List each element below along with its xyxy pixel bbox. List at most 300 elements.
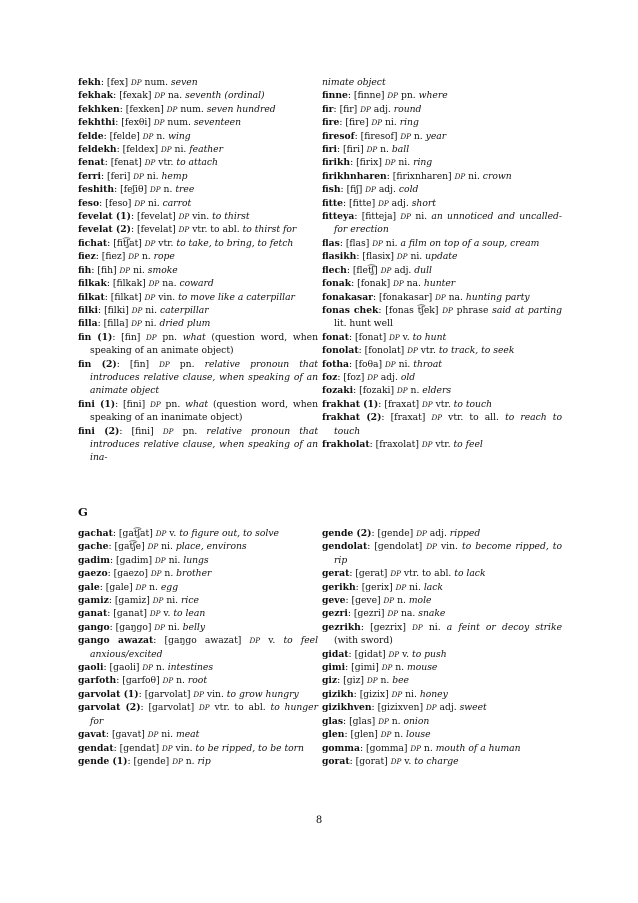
entry-part-of-speech: ni. bbox=[415, 211, 428, 223]
entry-dialect: DP bbox=[147, 542, 159, 552]
dictionary-entry: gezrikh: [gezrix] DP ni. a feint or decoy strike (with sword) bbox=[322, 621, 563, 647]
entry-pronunciation: [fozaki] bbox=[359, 385, 395, 397]
entry-dialect: DP bbox=[400, 212, 412, 222]
entry-headword: gerat bbox=[322, 568, 350, 580]
entry-pronunciation: [gat͡ʃe] bbox=[114, 541, 145, 553]
entry-headword: flas bbox=[322, 237, 340, 249]
entry-part-of-speech: adj. bbox=[380, 371, 398, 383]
entry-definition: nimate object bbox=[322, 77, 386, 88]
entry-pronunciation: [gende] bbox=[133, 755, 170, 767]
entry-definition: ring bbox=[413, 157, 433, 169]
entry-pronunciation: [fexken] bbox=[125, 103, 164, 115]
dictionary-entry: frakholat: [fraxolat] DP vtr. to feel bbox=[322, 438, 483, 450]
entry-part-of-speech: ni. bbox=[409, 581, 421, 593]
entry-definition: to thirst for bbox=[242, 224, 297, 236]
entry-dialect: DP bbox=[144, 238, 156, 248]
entry-dialect: DP bbox=[387, 91, 399, 101]
dictionary-entry: finne: [finne] DP pn. where bbox=[322, 90, 448, 102]
entry-dialect: DP bbox=[422, 399, 433, 409]
entry-pronunciation: [fin] bbox=[121, 331, 141, 343]
entry-dialect: DP bbox=[159, 359, 170, 369]
entry-dialect: DP bbox=[381, 663, 393, 673]
dictionary-entry: filki: [filki] DP ni. caterpillar bbox=[78, 304, 209, 316]
entry-pronunciation: [gaŋgo awazat] bbox=[164, 635, 242, 647]
entry-definition: louse bbox=[406, 729, 431, 741]
entry-headword: gidat bbox=[322, 648, 349, 660]
entry-pronunciation: [gavat] bbox=[111, 729, 145, 741]
entry-dialect: DP bbox=[162, 676, 174, 686]
entry-definition: carrot bbox=[162, 197, 192, 209]
entry-pronunciation: [feldex] bbox=[122, 144, 159, 156]
entry-definition: honey bbox=[419, 688, 448, 700]
dictionary-entry: gorat: [gorat] DP v. to charge bbox=[322, 755, 459, 767]
dictionary-entry: flasikh: [flasix] DP ni. update bbox=[322, 251, 458, 263]
dictionary-entry: fevelat (1): [fevelat] DP vin. to thirst bbox=[78, 211, 250, 223]
entry-dialect: DP bbox=[149, 609, 161, 619]
dictionary-entry: fozaki: [fozaki] DP n. elders bbox=[322, 385, 452, 397]
entry-definition: feather bbox=[189, 144, 224, 156]
entry-definition: year bbox=[425, 130, 447, 142]
entry-headword: gadim bbox=[78, 554, 111, 566]
entry-pronunciation: [flet͡ʃ] bbox=[352, 264, 378, 276]
dictionary-entry bbox=[322, 76, 562, 89]
entry-part-of-speech: adj. bbox=[391, 197, 409, 209]
entry-pronunciation: [gaoli] bbox=[109, 662, 140, 674]
entry-dialect: DP bbox=[400, 131, 411, 141]
entry-part-of-speech: n. bbox=[380, 675, 390, 687]
entry-dialect: DP bbox=[366, 676, 378, 686]
entry-definition: seven hundred bbox=[206, 103, 276, 115]
entry-dialect: DP bbox=[119, 265, 131, 275]
entry-part-of-speech: n. bbox=[413, 130, 423, 142]
dictionary-entry: fenat: [fenat] DP vtr. to attach bbox=[78, 157, 218, 169]
entry-dialect: DP bbox=[142, 663, 153, 673]
entry-pronunciation: [felde] bbox=[109, 130, 140, 142]
entry-headword: gango bbox=[78, 621, 110, 633]
entry-definition: update bbox=[425, 251, 458, 263]
entry-part-of-speech: n. bbox=[423, 742, 433, 754]
entry-headword: fevelat (2) bbox=[78, 224, 131, 236]
entry-part-of-speech: ni. bbox=[428, 621, 441, 633]
entry-definition: relative pronoun that introduces relative clause, when speaking of an animate object bbox=[90, 358, 318, 397]
entry-dialect: DP bbox=[396, 252, 408, 262]
entry-part-of-speech: ni. bbox=[161, 541, 173, 553]
dictionary-entry: ferri: [feri] DP ni. hemp bbox=[78, 170, 188, 182]
entry-pronunciation: [geve] bbox=[351, 595, 381, 607]
dictionary-entry: felde: [felde] DP n. wing bbox=[78, 130, 191, 142]
entry-pronunciation: [gale] bbox=[105, 581, 133, 593]
entry-headword: fin (1) bbox=[78, 331, 113, 343]
entry-definition: to be ripped, to be torn bbox=[195, 742, 304, 754]
dictionary-entry: fonolat: [fonolat] DP vtr. to track, to seek bbox=[322, 345, 515, 357]
dictionary-entry: foz: [foz] DP adj. old bbox=[322, 371, 416, 383]
entry-pronunciation: [gidat] bbox=[354, 648, 386, 660]
entry-definition: lack bbox=[423, 581, 443, 593]
dictionary-entry: gamiz: [gamiz] DP ni. rice bbox=[78, 595, 199, 607]
entry-dialect: DP bbox=[397, 386, 408, 396]
dictionary-entry: gerat: [gerat] DP vtr. to abl. to lack bbox=[322, 568, 486, 580]
entry-headword: fichat bbox=[78, 237, 108, 249]
entry-part-of-speech: ni. bbox=[405, 688, 417, 700]
entry-dialect: DP bbox=[372, 238, 383, 248]
entry-part-of-speech: ni. bbox=[468, 170, 480, 182]
entry-headword: gimi bbox=[322, 662, 346, 674]
entry-part-of-speech: adj. bbox=[439, 702, 457, 714]
entry-dialect: DP bbox=[442, 305, 453, 315]
entry-headword: gomma bbox=[322, 742, 360, 754]
entry-definition: egg bbox=[160, 581, 179, 593]
dictionary-entry: gaoli: [gaoli] DP n. intestines bbox=[78, 662, 214, 674]
dictionary-entry: gende (2): [gende] DP adj. ripped bbox=[322, 528, 481, 539]
entry-definition: what bbox=[182, 331, 206, 343]
entry-part-of-speech: n. bbox=[163, 184, 173, 196]
entry-headword: frakhat (2) bbox=[322, 412, 382, 424]
entry-headword: feshith bbox=[78, 184, 115, 196]
entry-definition: a feint or decoy strike bbox=[446, 621, 563, 633]
entry-definition: sweet bbox=[459, 702, 487, 714]
entry-pronunciation: [fraxat] bbox=[390, 412, 426, 424]
entry-headword: fir bbox=[322, 103, 334, 115]
entry-dialect: DP bbox=[133, 171, 144, 181]
entry-headword: gango awazat bbox=[78, 635, 154, 647]
entry-headword: gizikh bbox=[322, 688, 354, 700]
entry-headword: fiez bbox=[78, 251, 96, 263]
entry-pronunciation: [fonas t͡ʃek] bbox=[385, 304, 439, 316]
entry-definition: elders bbox=[422, 385, 452, 397]
entry-part-of-speech: vtr. bbox=[420, 345, 436, 357]
entry-definition: mouth of a human bbox=[435, 742, 521, 754]
dictionary-entry: fini (1): [fini] DP pn. what (question word, when speaking of an inanimate object) bbox=[78, 398, 318, 424]
dictionary-entry: fekhak: [fexak] DP na. seventh (ordinal) bbox=[78, 90, 265, 102]
entry-headword: foz bbox=[322, 371, 338, 383]
entry-dialect: DP bbox=[431, 413, 443, 423]
entry-pronunciation: [fenat] bbox=[110, 157, 142, 169]
entry-dialect: DP bbox=[155, 529, 167, 538]
entry-part-of-speech: n. bbox=[155, 662, 165, 674]
entry-part-of-speech: ni. bbox=[168, 554, 181, 566]
entry-dialect: DP bbox=[142, 131, 154, 141]
entry-dialect: DP bbox=[128, 252, 139, 262]
entry-pronunciation: [fire] bbox=[345, 117, 369, 129]
entry-headword: fini (1) bbox=[78, 398, 116, 410]
entry-headword: fonak bbox=[322, 278, 352, 290]
dictionary-entry: filkak: [filkak] DP na. coward bbox=[78, 278, 214, 290]
entry-pronunciation: [gende] bbox=[377, 528, 414, 539]
entry-definition: coward bbox=[179, 278, 214, 290]
entry-pronunciation: [ganat] bbox=[113, 608, 147, 620]
entry-note: (question word, when speaking of an animate object) bbox=[90, 331, 319, 357]
entry-headword: giz bbox=[322, 675, 338, 687]
entry-definition: old bbox=[400, 371, 416, 383]
entry-definition: to grow hungry bbox=[226, 688, 299, 700]
entry-part-of-speech: vtr. bbox=[435, 438, 451, 450]
entry-part-of-speech: v. bbox=[404, 755, 412, 767]
entry-definition: what bbox=[185, 398, 209, 410]
entry-headword: gorat bbox=[322, 755, 350, 767]
entry-definition: a film on top of a soup, cream bbox=[400, 237, 540, 249]
entry-pronunciation: [filla] bbox=[103, 318, 129, 330]
entry-headword: gizikhven bbox=[322, 702, 372, 714]
entry-dialect: DP bbox=[390, 569, 401, 579]
entry-headword: filla bbox=[78, 318, 98, 330]
entry-headword: firi bbox=[322, 144, 338, 156]
dictionary-entry: fih: [fih] DP ni. smoke bbox=[78, 264, 178, 276]
entry-definition: mouse bbox=[407, 662, 438, 674]
entry-pronunciation: [fexθi] bbox=[121, 117, 151, 129]
entry-dialect: DP bbox=[131, 305, 143, 315]
entry-dialect: DP bbox=[380, 265, 392, 275]
entry-dialect: DP bbox=[391, 689, 403, 699]
entry-dialect: DP bbox=[454, 171, 466, 181]
entry-dialect: DP bbox=[360, 104, 371, 114]
entry-part-of-speech: ni. bbox=[145, 304, 158, 316]
dictionary-entry: firesof: [firesof] DP n. year bbox=[322, 130, 447, 142]
dictionary-entry: fekh: [fex] DP num. seven bbox=[78, 77, 198, 88]
entry-headword: garvolat (1) bbox=[78, 688, 139, 700]
entry-dialect: DP bbox=[172, 756, 183, 766]
dictionary-entry: gaezo: [gaezo] DP n. brother bbox=[78, 568, 212, 580]
entry-dialect: DP bbox=[390, 756, 402, 766]
dictionary-entry: fin (2): [fin] DP pn. relative pronoun that introduces relative clause, when speaking of an animate object bbox=[78, 358, 318, 397]
entry-definition: hemp bbox=[161, 170, 188, 182]
entry-part-of-speech: n. bbox=[164, 568, 174, 580]
entry-definition: intestines bbox=[167, 662, 214, 674]
entry-dialect: DP bbox=[131, 319, 142, 329]
entry-part-of-speech: ni. bbox=[410, 251, 423, 263]
entry-part-of-speech: na. bbox=[448, 291, 463, 303]
entry-pronunciation: [fiez] bbox=[101, 251, 126, 263]
entry-part-of-speech: pn. bbox=[162, 331, 178, 343]
dictionary-entry: fir: [fir] DP adj. round bbox=[322, 103, 422, 115]
dictionary-entry: gendolat: [gendolat] DP vin. to become ripped, to rip bbox=[322, 541, 563, 566]
entry-definition: snake bbox=[418, 608, 446, 620]
entry-headword: gache bbox=[78, 541, 109, 553]
entry-part-of-speech: n. bbox=[185, 755, 195, 767]
entry-pronunciation: [firix] bbox=[356, 157, 382, 169]
entry-headword: fonas chek bbox=[322, 304, 379, 316]
entry-dialect: DP bbox=[154, 91, 165, 101]
entry-definition: ring bbox=[399, 117, 419, 129]
entry-definition: to hunt bbox=[412, 331, 447, 343]
entry-pronunciation: [garvolat] bbox=[148, 702, 195, 714]
entry-definition: lungs bbox=[183, 554, 209, 566]
entry-definition: to lean bbox=[173, 608, 206, 620]
entry-dialect: DP bbox=[152, 596, 164, 606]
entry-part-of-speech: adj. bbox=[373, 103, 391, 115]
entry-part-of-speech: ni. bbox=[167, 621, 180, 633]
entry-part-of-speech: adj. bbox=[378, 184, 396, 196]
entry-definition: crown bbox=[482, 170, 512, 182]
entry-definition: meat bbox=[176, 729, 200, 741]
entry-pronunciation: [flas] bbox=[345, 237, 370, 249]
entry-headword: glen bbox=[322, 729, 345, 741]
entry-part-of-speech: ni. bbox=[398, 358, 411, 370]
entry-dialect: DP bbox=[425, 703, 437, 713]
dictionary-entry: giz: [giz] DP n. bee bbox=[322, 675, 409, 687]
entry-dialect: DP bbox=[162, 426, 174, 436]
entry-part-of-speech: pn. bbox=[400, 90, 416, 102]
page-number: 8 bbox=[315, 815, 323, 826]
dictionary-entry: filkat: [filkat] DP vin. to move like a caterpillar bbox=[78, 291, 295, 303]
entry-dialect: DP bbox=[154, 622, 166, 632]
entry-part-of-speech: num. bbox=[167, 117, 191, 129]
entry-part-of-speech: pn. bbox=[165, 398, 181, 410]
entry-headword: flasikh bbox=[322, 251, 357, 263]
entry-part-of-speech: vtr. to abl. bbox=[192, 224, 240, 236]
entry-part-of-speech: ni. bbox=[398, 157, 411, 169]
entry-pronunciation: [gendat] bbox=[119, 742, 160, 754]
dictionary-entry: gango awazat: [gaŋgo awazat] DP v. to feel anxious/excited bbox=[78, 635, 319, 660]
entry-pronunciation: [gaezo] bbox=[113, 568, 148, 580]
entry-definition: to touch bbox=[453, 398, 493, 410]
entry-dialect: DP bbox=[389, 332, 400, 342]
entry-pronunciation: [fonat] bbox=[355, 331, 387, 343]
entry-pronunciation: [fin] bbox=[129, 358, 150, 370]
entry-definition: rope bbox=[153, 251, 175, 263]
dictionary-entry: flech: [flet͡ʃ] DP adj. dull bbox=[322, 264, 432, 276]
entry-part-of-speech: num. bbox=[180, 103, 204, 115]
entry-headword: fire bbox=[322, 117, 340, 129]
column-bottom-left bbox=[78, 527, 318, 768]
entry-part-of-speech: n. bbox=[156, 130, 166, 142]
entry-definition: to push bbox=[412, 648, 447, 660]
entry-definition: to become ripped, to rip bbox=[334, 541, 563, 566]
dictionary-entry: geve: [geve] DP n. mole bbox=[322, 595, 432, 607]
entry-headword: gezri bbox=[322, 608, 348, 620]
entry-dialect: DP bbox=[249, 636, 261, 646]
entry-dialect: DP bbox=[384, 158, 396, 168]
entry-pronunciation: [filkat] bbox=[110, 291, 142, 303]
entry-definition: hunting party bbox=[465, 291, 530, 303]
entry-part-of-speech: ni. bbox=[174, 144, 187, 156]
entry-pronunciation: [firi] bbox=[343, 144, 364, 156]
entry-definition: to figure out, to solve bbox=[179, 528, 279, 539]
entry-pronunciation: [feʃiθ] bbox=[120, 184, 148, 196]
entry-part-of-speech: ni. bbox=[147, 197, 160, 209]
entry-dialect: DP bbox=[161, 145, 172, 155]
entry-dialect: DP bbox=[421, 439, 433, 449]
entry-definition: dried plum bbox=[159, 318, 211, 330]
dictionary-entry: fotha: [foθa] DP ni. throat bbox=[322, 358, 442, 370]
entry-part-of-speech: v. bbox=[268, 635, 276, 647]
entry-definition: said at parting bbox=[492, 304, 563, 316]
entry-pronunciation: [finne] bbox=[353, 90, 385, 102]
entry-pronunciation: [fini] bbox=[123, 398, 146, 410]
entry-headword: fitteya bbox=[322, 211, 355, 223]
entry-definition: rice bbox=[181, 595, 199, 607]
entry-dialect: DP bbox=[155, 555, 166, 565]
entry-dialect: DP bbox=[393, 279, 404, 289]
entry-dialect: DP bbox=[146, 332, 157, 342]
entry-pronunciation: [feso] bbox=[105, 197, 132, 209]
entry-pronunciation: [fevelat] bbox=[137, 224, 176, 236]
entry-part-of-speech: n. bbox=[410, 385, 420, 397]
entry-pronunciation: [fonak] bbox=[357, 278, 391, 290]
dictionary-entry: glas: [glas] DP n. onion bbox=[322, 715, 430, 727]
entry-part-of-speech: n. bbox=[141, 251, 151, 263]
entry-part-of-speech: num. bbox=[144, 77, 168, 88]
entry-definition: to move like a caterpillar bbox=[178, 291, 295, 303]
entry-headword: gende (2) bbox=[322, 528, 372, 539]
entry-part-of-speech: vtr. bbox=[158, 237, 174, 249]
entry-dialect: DP bbox=[366, 145, 378, 155]
entry-pronunciation: [gadim] bbox=[116, 554, 153, 566]
entry-pronunciation: [firixnharen] bbox=[392, 170, 452, 182]
entry-headword: gaoli bbox=[78, 662, 104, 674]
dictionary-entry: gezri: [gezri] DP na. snake bbox=[322, 608, 446, 620]
dictionary-entry: feshith: [feʃiθ] DP n. tree bbox=[78, 184, 195, 196]
entry-headword: fevelat (1) bbox=[78, 211, 131, 223]
entry-dialect: DP bbox=[147, 730, 159, 740]
entry-headword: fonolat bbox=[322, 345, 359, 357]
dictionary-entry: garvolat (2): [garvolat] DP vtr. to abl. to hunger for bbox=[78, 702, 318, 727]
dictionary-entry: ganat: [ganat] DP v. to lean bbox=[78, 608, 206, 620]
entry-dialect: DP bbox=[410, 743, 421, 753]
entry-part-of-speech: ni. bbox=[161, 729, 174, 741]
entry-pronunciation: [fih] bbox=[97, 264, 117, 276]
dictionary-entry: garfoth: [garfoθ] DP n. root bbox=[78, 675, 208, 687]
dictionary-entry: fish: [fiʃ] DP adj. cold bbox=[322, 184, 419, 196]
entry-part-of-speech: v. bbox=[169, 528, 177, 539]
entry-headword: ganat bbox=[78, 608, 108, 620]
entry-part-of-speech: ni. bbox=[144, 318, 157, 330]
entry-headword: fish bbox=[322, 184, 341, 196]
entry-dialect: DP bbox=[365, 185, 376, 195]
entry-definition: to charge bbox=[414, 755, 459, 767]
entry-part-of-speech: vtr. to abl. bbox=[403, 568, 452, 580]
entry-definition: ripped bbox=[449, 528, 481, 539]
entry-pronunciation: [fonolat] bbox=[364, 345, 405, 357]
entry-definition: rip bbox=[197, 755, 211, 767]
entry-pronunciation: [fex] bbox=[106, 77, 129, 88]
entry-definition: to reach to touch bbox=[334, 412, 563, 437]
entry-definition: bee bbox=[392, 675, 409, 687]
entry-part-of-speech: ni. bbox=[146, 170, 159, 182]
entry-part-of-speech: na. bbox=[400, 608, 416, 620]
entry-pronunciation: [gaŋgo] bbox=[115, 621, 152, 633]
dictionary-entry: fitte: [fitte] DP adj. short bbox=[322, 197, 436, 209]
entry-headword: fini (2) bbox=[78, 425, 120, 437]
dictionary-entry: fiez: [fiez] DP n. rope bbox=[78, 251, 175, 263]
entry-part-of-speech: na. bbox=[406, 278, 421, 290]
entry-headword: fitte bbox=[322, 197, 344, 209]
entry-definition: seventeen bbox=[193, 117, 241, 129]
entry-dialect: DP bbox=[193, 689, 204, 699]
entry-definition: root bbox=[187, 675, 208, 687]
entry-headword: fin (2) bbox=[78, 358, 117, 370]
entry-headword: feso bbox=[78, 197, 100, 209]
entry-dialect: DP bbox=[387, 609, 399, 619]
entry-pronunciation: [foz] bbox=[343, 371, 365, 383]
dictionary-entry: gidat: [gidat] DP v. to push bbox=[322, 648, 447, 660]
entry-part-of-speech: v. bbox=[163, 608, 171, 620]
entry-pronunciation: [fevelat] bbox=[137, 211, 176, 223]
entry-definition: cold bbox=[398, 184, 419, 196]
entry-definition: throat bbox=[413, 358, 442, 370]
entry-headword: filkak bbox=[78, 278, 107, 290]
entry-headword: firikhnharen bbox=[322, 170, 387, 182]
entry-part-of-speech: adj. bbox=[394, 264, 412, 276]
dictionary-entry: feso: [feso] DP ni. carrot bbox=[78, 197, 192, 209]
entry-definition: to feel anxious/excited bbox=[90, 635, 319, 660]
entry-part-of-speech: n. bbox=[397, 595, 406, 607]
entry-dialect: DP bbox=[388, 649, 400, 659]
entry-pronunciation: [garfoθ] bbox=[122, 675, 160, 687]
dictionary-entry: firikh: [firix] DP ni. ring bbox=[322, 157, 433, 169]
entry-definition: place, environs bbox=[175, 541, 247, 553]
entry-definition: belly bbox=[182, 621, 206, 633]
entry-pronunciation: [gezri] bbox=[353, 608, 385, 620]
